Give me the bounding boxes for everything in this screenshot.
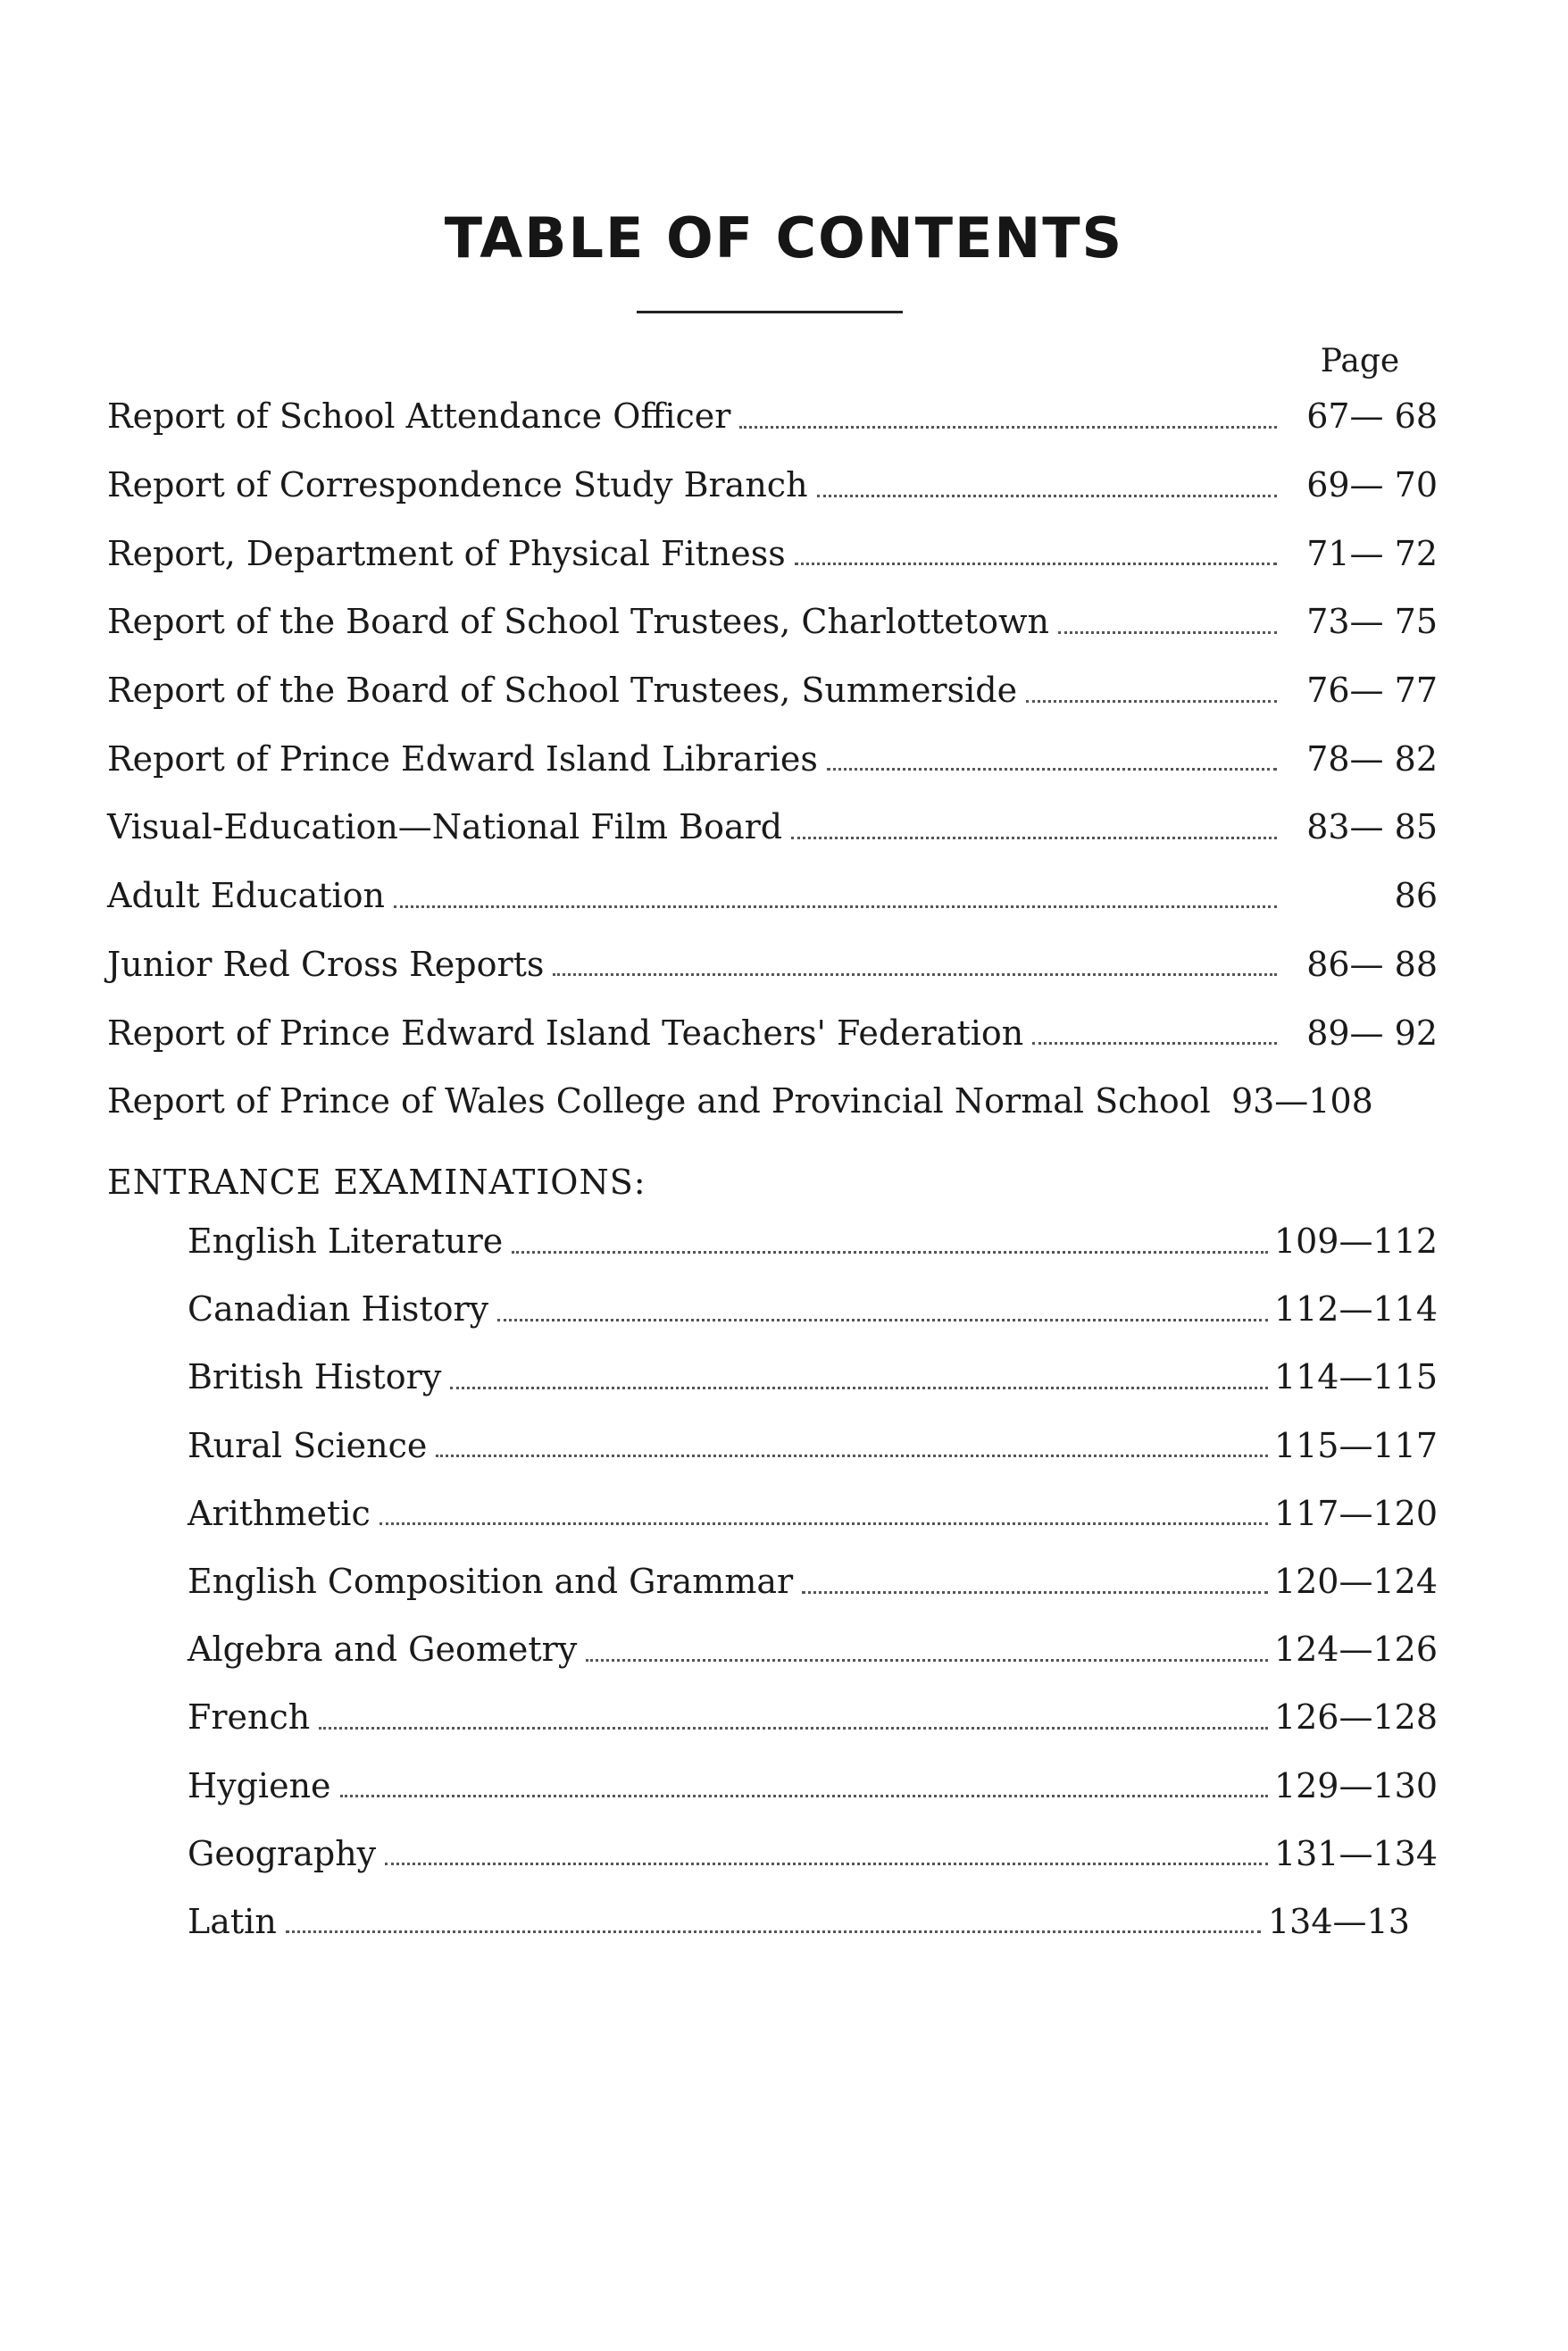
- toc-entry-label: Geography: [188, 1833, 377, 1873]
- toc-entry-label: French: [188, 1697, 311, 1738]
- toc-entry-label: Report of Prince of Wales College and Provincial Normal School: [107, 1081, 1211, 1121]
- leader-dots: [497, 1319, 1268, 1321]
- leader-dots: [553, 973, 1277, 976]
- toc-entry-pages: 120—124: [1273, 1562, 1438, 1602]
- leader-dots: [394, 905, 1277, 908]
- leader-dots: [791, 837, 1277, 839]
- leader-dots: [827, 768, 1277, 771]
- leader-dots: [817, 495, 1277, 497]
- toc-entry: [188, 1275, 1438, 1343]
- toc-entry-pages: 76— 77: [1306, 671, 1438, 711]
- toc-entry: [107, 451, 1438, 520]
- leader-dots: [385, 1863, 1268, 1865]
- toc-entry: [188, 1207, 1438, 1275]
- toc-entry-pages: 117—120: [1273, 1493, 1438, 1533]
- toc-entry: [188, 1547, 1438, 1615]
- toc-entry-pages: 83— 85: [1306, 807, 1438, 847]
- toc-entry: [188, 1683, 1438, 1751]
- toc-entry-pages: 67— 68: [1306, 396, 1438, 437]
- page-column-header: Page: [1320, 343, 1400, 379]
- toc-entry-pages: 86: [1394, 876, 1438, 916]
- toc-entry-pages: 109—112: [1273, 1221, 1438, 1262]
- toc-entry-label: Latin: [188, 1901, 277, 1941]
- toc-entry-label: Arithmetic: [188, 1493, 371, 1533]
- toc-entry-pages: 131—134: [1273, 1833, 1438, 1873]
- page-title: TABLE OF CONTENTS: [444, 205, 1124, 271]
- leader-dots: [319, 1727, 1268, 1730]
- toc-entry: [107, 793, 1438, 862]
- toc-entry-label: Report of Correspondence Study Branch: [107, 465, 808, 505]
- toc-entry-label: Hygiene: [188, 1765, 331, 1805]
- toc-entry-label: English Literature: [188, 1221, 504, 1262]
- toc-entry-label: Report of Prince Edward Island Libraries: [107, 738, 818, 779]
- toc-entry-label: Report, Department of Physical Fitness: [107, 533, 786, 573]
- entrance-exam-list: [188, 1207, 1438, 1955]
- leader-dots: [1026, 700, 1277, 703]
- toc-entry-label: Report of School Attendance Officer: [107, 396, 731, 437]
- toc-entry-label: English Composition and Grammar: [188, 1562, 794, 1602]
- toc-entry: [188, 1412, 1438, 1480]
- leader-dots: [379, 1522, 1268, 1525]
- toc-entry: [188, 1888, 1438, 1955]
- leader-dots: [286, 1930, 1261, 1933]
- leader-dots: [739, 426, 1277, 429]
- toc-entry-pages: 93—108: [1230, 1081, 1373, 1121]
- toc-entry-label: Junior Red Cross Reports: [107, 944, 545, 984]
- toc-entry: [188, 1820, 1438, 1888]
- toc-entry: [107, 930, 1438, 999]
- toc-entry-pages: 129—130: [1273, 1765, 1438, 1805]
- toc-list: [107, 382, 1438, 1136]
- toc-entry: [107, 656, 1438, 725]
- leader-dots: [512, 1251, 1268, 1254]
- toc-entry: [107, 1067, 1438, 1136]
- toc-entry-pages: 69— 70: [1306, 465, 1438, 505]
- toc-entry-label: Adult Education: [107, 876, 385, 916]
- toc-entry-pages: 124—126: [1273, 1630, 1438, 1670]
- toc-entry-label: Canadian History: [188, 1289, 489, 1330]
- leader-dots: [1032, 1042, 1277, 1045]
- toc-entry-pages: 115—117: [1273, 1425, 1438, 1465]
- toc-entry-pages: 78— 82: [1306, 738, 1438, 779]
- toc-entry: [188, 1343, 1438, 1411]
- toc-entry: [107, 998, 1438, 1067]
- toc-entry-pages: 112—114: [1273, 1289, 1438, 1330]
- leader-dots: [340, 1795, 1268, 1797]
- entrance-examinations-heading: ENTRANCE EXAMINATIONS:: [107, 1163, 646, 1202]
- toc-entry-pages: 73— 75: [1306, 602, 1438, 642]
- toc-entry-label: Rural Science: [188, 1425, 428, 1465]
- toc-entry-pages: 86— 88: [1306, 944, 1438, 984]
- toc-entry: [107, 862, 1438, 930]
- leader-dots: [450, 1387, 1268, 1389]
- toc-entry: [107, 382, 1438, 451]
- title-underline: [637, 311, 903, 313]
- toc-entry-label: Visual-Education—National Film Board: [107, 807, 783, 847]
- toc-entry: [188, 1752, 1438, 1820]
- toc-entry: [107, 588, 1438, 656]
- toc-entry-pages: 89— 92: [1306, 1013, 1438, 1053]
- toc-entry-pages: 114—115: [1273, 1357, 1438, 1397]
- toc-entry-label: Algebra and Geometry: [188, 1630, 578, 1670]
- leader-dots: [586, 1659, 1268, 1662]
- toc-entry-label: British History: [188, 1357, 442, 1397]
- toc-entry: [188, 1480, 1438, 1547]
- toc-entry: [107, 519, 1438, 588]
- leader-dots: [436, 1455, 1268, 1457]
- toc-entry-pages: 134—13: [1268, 1901, 1410, 1941]
- leader-dots: [795, 563, 1277, 565]
- toc-entry: [107, 724, 1438, 793]
- toc-entry-label: Report of Prince Edward Island Teachers' Federation: [107, 1013, 1024, 1053]
- toc-entry-label: Report of the Board of School Trustees, Charlottetown: [107, 602, 1049, 642]
- toc-entry-pages: 71— 72: [1306, 533, 1438, 573]
- leader-dots: [1058, 631, 1277, 634]
- toc-entry-label: Report of the Board of School Trustees, Summerside: [107, 671, 1018, 711]
- leader-dots: [802, 1591, 1268, 1594]
- toc-entry-pages: 126—128: [1273, 1697, 1438, 1738]
- toc-entry: [188, 1615, 1438, 1683]
